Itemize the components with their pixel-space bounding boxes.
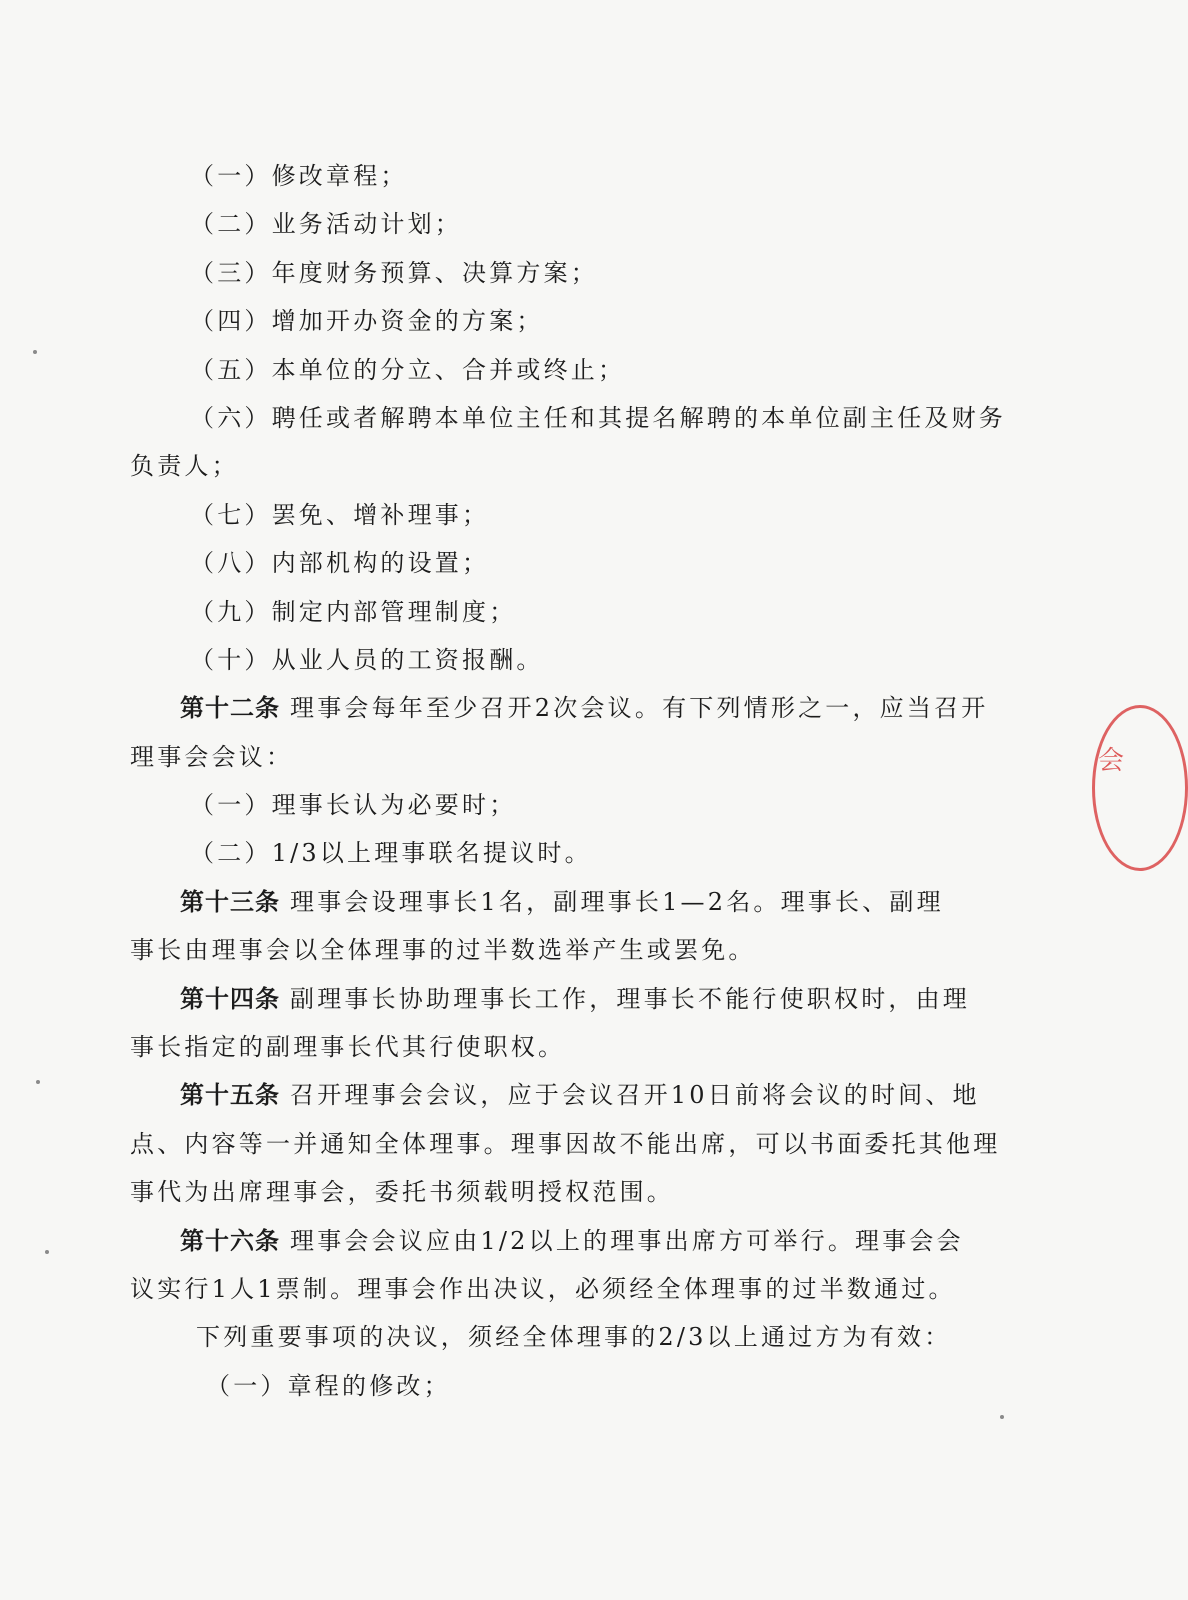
document-body <box>130 152 1006 1410</box>
article-15-continuation: 点、内容等一并通知全体理事。理事因故不能出席，可以书面委托其他理 <box>130 1129 1001 1158</box>
article-14-continuation: 事长指定的副理事长代其行使职权。 <box>130 1033 566 1062</box>
article-12 <box>130 684 989 732</box>
list-item: （一）章程的修改； <box>206 1371 451 1400</box>
article-16 <box>130 1217 978 1265</box>
list-item: （二）1/3以上理事联名提议时。 <box>190 839 592 868</box>
list-item: （一）修改章程； <box>190 162 408 190</box>
list-item: （七）罢免、增补理事； <box>190 500 490 529</box>
list-item: （五）本单位的分立、合并或终止； <box>190 355 626 384</box>
list-item: （八）内部机构的设置； <box>190 549 490 578</box>
article-16-paragraph: 下列重要事项的决议，须经全体理事的2/3以上通过方为有效： <box>196 1323 952 1352</box>
stamp-character: 会 <box>1098 746 1125 776</box>
article-text: 理事会设理事长1名，副理事长1—2名。理事长、副理 <box>290 887 944 916</box>
scan-speck <box>1000 1415 1004 1419</box>
article-heading: 第十三条 <box>180 887 280 916</box>
article-13-continuation: 事长由理事会以全体理事的过半数选举产生或罢免。 <box>130 936 756 965</box>
article-15 <box>130 1071 978 1119</box>
list-item: （六）聘任或者解聘本单位主任和其提名解聘的本单位副主任及财务 <box>190 403 1006 432</box>
list-item: （三）年度财务预算、决算方案； <box>190 258 598 287</box>
article-14 <box>130 975 978 1023</box>
list-item: （九）制定内部管理制度； <box>190 597 517 626</box>
article-16-continuation: 议实行1人1票制。理事会作出决议，必须经全体理事的过半数通过。 <box>130 1274 956 1303</box>
scan-speck <box>45 1250 49 1254</box>
article-text: 召开理事会会议，应于会议召开10日前将会议的时间、地 <box>290 1081 980 1110</box>
scan-speck <box>33 350 37 354</box>
red-seal-stamp <box>1092 705 1188 871</box>
article-text: 理事会每年至少召开2次会议。有下列情形之一，应当召开 <box>290 694 989 723</box>
article-13 <box>130 878 978 926</box>
list-item: （四）增加开办资金的方案； <box>190 307 544 336</box>
article-heading: 第十五条 <box>180 1081 280 1110</box>
article-12-continuation: 理事会会议： <box>130 742 294 771</box>
article-15-continuation: 事代为出席理事会，委托书须载明授权范围。 <box>130 1178 674 1207</box>
article-heading: 第十六条 <box>180 1226 280 1255</box>
list-item: （一）理事长认为必要时； <box>190 791 517 820</box>
article-text: 副理事长协助理事长工作，理事长不能行使职权时，由理 <box>290 984 970 1013</box>
article-heading: 第十四条 <box>180 984 280 1013</box>
list-item: （十）从业人员的工资报酬。 <box>190 645 544 674</box>
article-text: 理事会会议应由1/2以上的理事出席方可举行。理事会会 <box>290 1226 964 1255</box>
list-item-continuation: 负责人； <box>130 452 239 481</box>
scan-speck <box>36 1080 40 1084</box>
article-heading: 第十二条 <box>180 694 280 723</box>
list-item: （二）业务活动计划； <box>190 210 462 239</box>
